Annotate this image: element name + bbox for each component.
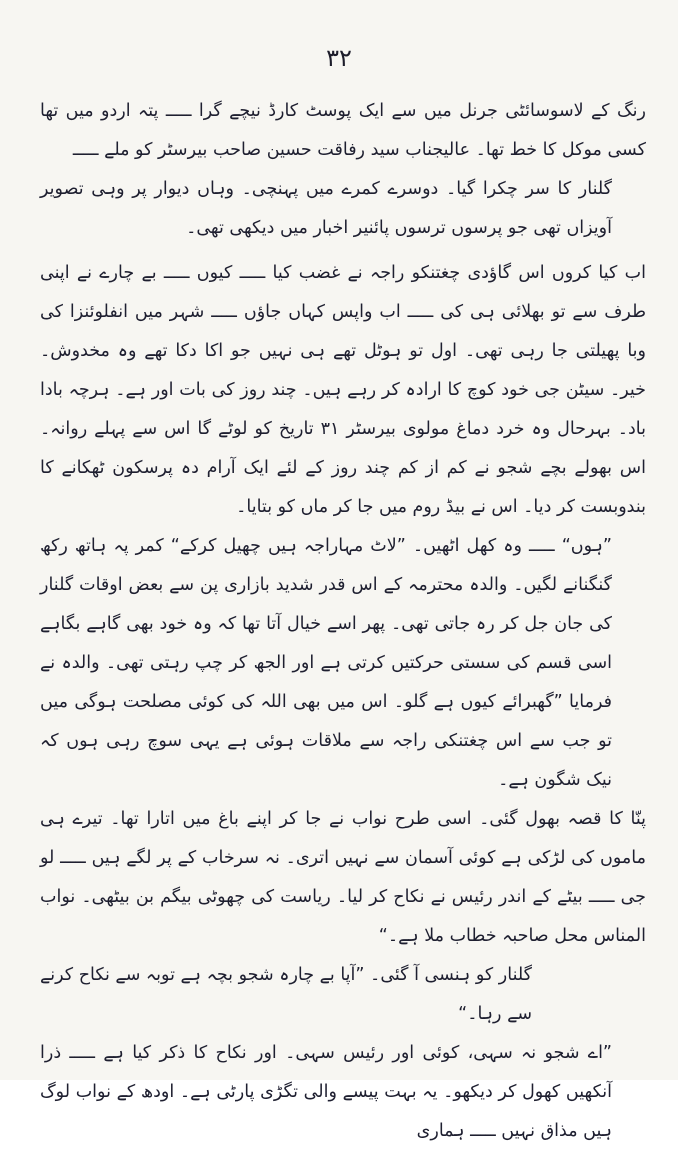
page-body-text (40, 92, 652, 1151)
paragraph-4: ”ہوں“ ـــــ وہ کھل اٹھیں۔ ”لاٹ مہاراجہ ہیں چھیل کرکے“ کمر پہ ہاتھ رکھ گنگنانے لگیں۔ والدہ محترمہ کے اس قدر شدید بازاری پن سے بعض اوقات گلنار کی جان جل کر رہ جاتی تھی۔ پھر اسے خیال آتا تھا کہ وہ خود بھی گاہے بگاہے اسی قسم کی سستی حرکتیں کرتی ہے اور الجھ کر چپ رہتی تھی۔ والدہ نے فرمایا ”گھبرائے کیوں ہے گلو۔ اس میں بھی اللہ کی کوئی مصلحت ہوگی میں تو جب سے اس چغتنکی راجہ سے ملاقات ہوئی ہے یہی سوچ رہی ہوں کہ نیک شگون ہے۔ (40, 536, 612, 790)
paragraph-2: گلنار کا سر چکرا گیا۔ دوسرے کمرے میں پہنچی۔ وہاں دیوار پر وہی تصویر آویزاں تھی جو پرسوں ترسوں پائنیر اخبار میں دیکھی تھی۔ (40, 179, 612, 238)
page-number: ۳۲ (326, 44, 352, 72)
paragraph-7: ”اے شجو نہ سہی، کوئی اور رئیس سہی۔ اور نکاح کا ذکر کیا ہے ـــــ ذرا آنکھیں کھول کر دیکھو۔ یہ بہت پیسے والی تگڑی پارٹی ہے۔ اودھ کے نواب لوگ ہیں مذاق نہیں ـــــ ہماری (40, 1043, 612, 1141)
paragraph-5: پنّا کا قصہ بھول گئی۔ اسی طرح نواب نے جا کر اپنے باغ میں اتارا تھا۔ تیرے ہی ماموں کی لڑکی ہے کوئی آسمان سے نہیں اتری۔ نہ سرخاب کے پر لگے ہیں ـــــ لو جی ـــــ بیٹے کے اندر رئیس نے نکاح کر لیا۔ ریاست کی چھوٹی بیگم بن بیٹھی۔ نواب المناس محل صاحبہ خطاب ملا ہے۔“ (40, 809, 646, 946)
paragraph-1: رنگ کے لاسوسائٹی جرنل میں سے ایک پوسٹ کارڈ نیچے گرا ـــــ پتہ اردو میں تھا کسی موکل کا خط تھا۔ عالیجناب سید رفاقت حسین صاحب بیرسٹر کو ملے ـــــ (40, 101, 646, 160)
paragraph-3: اب کیا کروں اس گاؤدی چغتنکو راجہ نے غضب کیا ـــــ کیوں ـــــ بے چارے نے اپنی طرف سے تو بھلائی ہی کی ـــــ اب واپس کہاں جاؤں ـــــ شہر میں انفلوئنزا کی وبا پھیلتی جا رہی تھی۔ اول تو ہوٹل تھے ہی نہیں جو اکا دکا تھے وہ مخدوش۔ خیر۔ سیٹن جی خود کوچ کا ارادہ کر رہے ہیں۔ چند روز کی بات اور ہے۔ ہرچہ بادا باد۔ بہرحال وہ خرد دماغ مولوی بیرسٹر ۳۱ تاریخ کو لوٹے گا اس سے پہلے روانہ۔ اس بھولے بچے شجو نے کم از کم چند روز کے لئے ایک آرام دہ پرسکون ٹھکانے کا بندوبست کر دیا۔ اس نے بیڈ روم میں جا کر ماں کو بتایا۔ (40, 263, 646, 517)
paragraph-6: گلنار کو ہنسی آ گئی۔ ”آپا بے چارہ شجو بچہ ہے توبہ سے نکاح کرنے سے رہا۔“ (40, 965, 532, 1024)
